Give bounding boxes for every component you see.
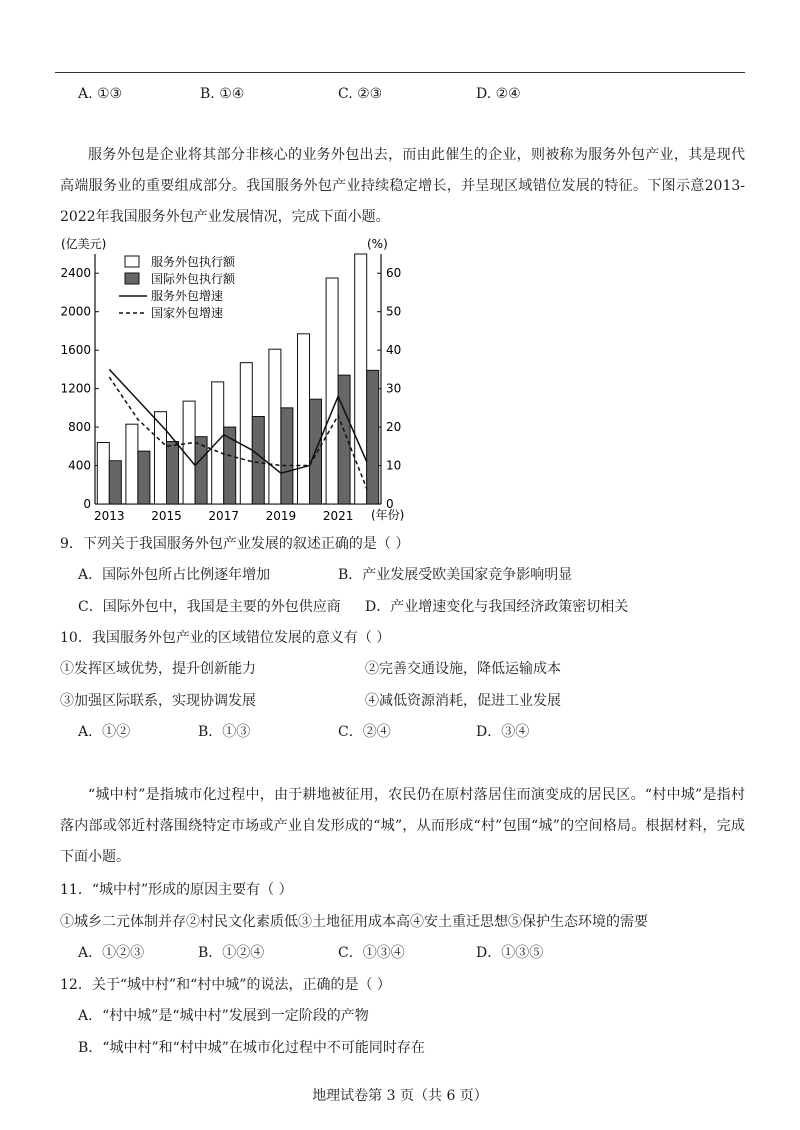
service-bar bbox=[240, 363, 252, 504]
intl-bar bbox=[338, 375, 350, 504]
service-bar bbox=[97, 442, 109, 504]
legend-label: 国际外包执行额 bbox=[151, 272, 236, 286]
page-footer: 地理试卷第 3 页（共 6 页） bbox=[312, 1088, 488, 1104]
x-tick-label: 2013 bbox=[94, 509, 125, 523]
left-tick-label: 1200 bbox=[60, 381, 91, 396]
legend-label: 服务外包执行额 bbox=[151, 255, 236, 269]
x-axis-unit: (年份) bbox=[371, 508, 405, 522]
q11-option-a: A．①②③ bbox=[78, 945, 145, 961]
q10-statement-3: ③加强区际联系，实现协调发展 bbox=[60, 693, 256, 709]
left-tick-label: 2400 bbox=[60, 266, 91, 281]
q9-option-b: B．产业发展受欧美国家竞争影响明显 bbox=[338, 567, 573, 583]
right-tick-label: 0 bbox=[386, 497, 394, 511]
q11-option-d: D．①③⑤ bbox=[476, 945, 544, 961]
service-bar bbox=[126, 424, 138, 504]
q10-option-c: C．②④ bbox=[338, 724, 391, 740]
left-tick-label: 1600 bbox=[60, 343, 91, 358]
service-bar bbox=[298, 334, 310, 504]
q10-option-b: B．①③ bbox=[198, 724, 251, 740]
q12-option-a: A．“村中城”是“城中村”发展到一定阶段的产物 bbox=[78, 1008, 369, 1024]
q9-option-c: C．国际外包中，我国是主要的外包供应商 bbox=[78, 599, 341, 615]
right-tick-label: 30 bbox=[386, 381, 402, 396]
intl-bar bbox=[367, 370, 379, 504]
x-tick-label: 2019 bbox=[265, 509, 297, 523]
legend-swatch bbox=[125, 256, 139, 267]
passage-outsourcing: 服务外包是企业将其部分非核心的业务外包出去，而由此催生的企业，则被称为服务外包产业，其是现代高端服务业的重要组成部分。我国服务外包产业持续稳定增长，并呈现区域错位发展的特征。下图示意2013-2022年我国服务外包产业发展情况，完成下面小题。 bbox=[60, 147, 745, 225]
q11-stem: 11．“城中村”形成的原因主要有（ ） bbox=[60, 882, 293, 898]
intl-bar bbox=[195, 437, 207, 504]
right-tick-label: 20 bbox=[386, 420, 402, 435]
legend-label: 国家外包增速 bbox=[151, 306, 224, 320]
x-tick-label: 2017 bbox=[208, 509, 239, 523]
chart-legend bbox=[119, 254, 236, 320]
service-bar bbox=[326, 278, 338, 504]
q12-option-b: B．“城中村”和“村中城”在城市化过程中不可能同时存在 bbox=[78, 1040, 425, 1056]
q11-option-c: C．①③④ bbox=[338, 945, 405, 961]
q9-option-a: A．国际外包所占比例逐年增加 bbox=[78, 567, 271, 583]
q10-statement-1: ①发挥区域优势，提升创新能力 bbox=[60, 661, 256, 677]
prev-option-b: B. ①④ bbox=[200, 86, 245, 102]
q12-stem: 12．关于“城中村”和“村中城”的说法，正确的是（ ） bbox=[60, 977, 391, 993]
intl-bar bbox=[252, 417, 264, 505]
service-bar bbox=[269, 349, 281, 504]
q11-statements: ①城乡二元体制并存②村民文化素质低③土地征用成本高④安土重迁思想⑤保护生态环境的需要 bbox=[60, 914, 648, 930]
passage-urban-village: “城中村”是指城市化过程中，由于耕地被征用，农民仍在原村落居住而演变成的居民区。“村中城”是指村落内部或邻近村落围绕特定市场或产业自发形成的“城”，从而形成“村”包围“城”的空间格局。根据材料，完成下面小题。 bbox=[60, 787, 745, 865]
right-tick-label: 50 bbox=[386, 304, 402, 319]
right-tick-label: 60 bbox=[386, 266, 402, 281]
legend-label: 服务外包增速 bbox=[151, 289, 224, 303]
legend-swatch bbox=[125, 273, 139, 284]
q10-option-a: A．①② bbox=[78, 724, 131, 740]
service-bar bbox=[355, 254, 367, 504]
service-bar bbox=[212, 382, 224, 504]
left-tick-label: 800 bbox=[68, 420, 91, 435]
prev-option-d: D. ②④ bbox=[476, 86, 521, 102]
right-axis-unit: (%) bbox=[367, 237, 388, 251]
outsourcing-chart bbox=[55, 232, 435, 527]
intl-bar bbox=[138, 451, 150, 504]
left-axis-unit: (亿美元) bbox=[61, 237, 107, 251]
q11-option-b: B．①②④ bbox=[198, 945, 265, 961]
q10-stem: 10．我国服务外包产业的区域错位发展的意义有（ ） bbox=[60, 630, 391, 646]
q9-option-d: D．产业增速变化与我国经济政策密切相关 bbox=[365, 599, 629, 615]
q10-option-d: D．③④ bbox=[476, 724, 530, 740]
left-tick-label: 2000 bbox=[60, 304, 91, 319]
q9-stem: 9．下列关于我国服务外包产业发展的叙述正确的是（ ） bbox=[60, 536, 410, 552]
intl-bar bbox=[167, 442, 179, 505]
left-tick-label: 400 bbox=[68, 458, 91, 473]
intl-bar bbox=[281, 408, 293, 504]
x-tick-label: 2015 bbox=[151, 509, 182, 523]
intl-bar bbox=[109, 461, 121, 504]
q10-statement-4: ④减低资源消耗，促进工业发展 bbox=[365, 693, 561, 709]
right-tick-label: 10 bbox=[386, 458, 402, 473]
right-tick-label: 40 bbox=[386, 343, 402, 358]
prev-option-c: C. ②③ bbox=[338, 86, 383, 102]
x-tick-label: 2021 bbox=[322, 509, 354, 523]
prev-option-a: A. ①③ bbox=[78, 86, 123, 102]
left-tick-label: 0 bbox=[83, 497, 91, 511]
top-divider bbox=[55, 72, 745, 73]
q10-statement-2: ②完善交通设施，降低运输成本 bbox=[365, 661, 561, 677]
